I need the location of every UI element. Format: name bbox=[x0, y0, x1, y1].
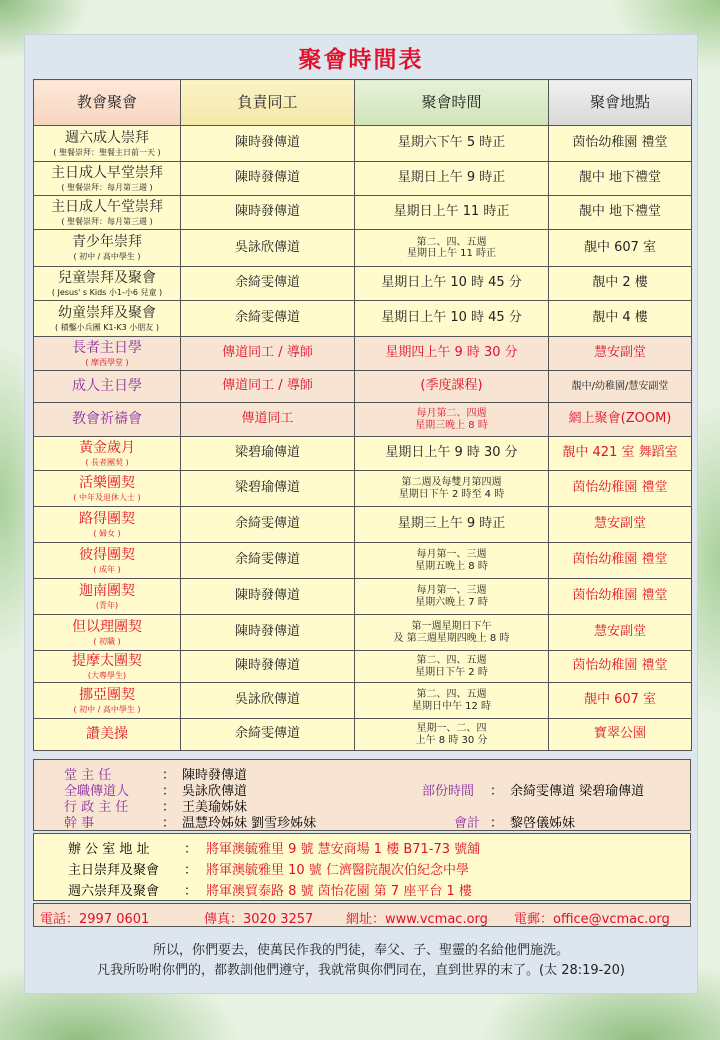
meeting-name: 讚美操 bbox=[86, 726, 128, 743]
meeting-name-cell bbox=[34, 267, 181, 301]
address-label: 週六崇拜及聚會 bbox=[68, 884, 160, 899]
place-cell bbox=[549, 230, 692, 267]
meeting-time: 第一週星期日下午 bbox=[411, 621, 492, 632]
accountant-label: 會計 bbox=[454, 816, 481, 831]
staff-cell bbox=[181, 437, 355, 471]
meeting-time: (季度課程) bbox=[420, 378, 483, 394]
meeting-place: 茵怡幼稚園 禮堂 bbox=[572, 588, 668, 604]
place-cell bbox=[549, 615, 692, 651]
meeting-name: 主日成人午堂崇拜 bbox=[51, 198, 163, 215]
meeting-name: 彼得團契 bbox=[79, 546, 135, 563]
meeting-subtitle: ( 中年及退休人士 ) bbox=[73, 492, 141, 502]
table-header-row bbox=[34, 80, 692, 126]
table-row bbox=[34, 230, 692, 267]
meeting-name: 青少年崇拜 bbox=[72, 234, 142, 251]
time-cell bbox=[355, 337, 549, 371]
deacon-label: 幹 事 bbox=[64, 816, 95, 831]
meeting-place: 茵怡幼稚園 禮堂 bbox=[572, 480, 668, 496]
staff-cell bbox=[181, 301, 355, 337]
time-cell bbox=[355, 719, 549, 751]
time-cell bbox=[355, 579, 549, 615]
meeting-time: 星期日上午 9 時正 bbox=[397, 170, 506, 186]
meeting-subtitle: ( 初中 / 高中學生 ) bbox=[73, 252, 141, 262]
meeting-name-cell bbox=[34, 615, 181, 651]
table-row bbox=[34, 337, 692, 371]
staff-cell bbox=[181, 196, 355, 230]
colon: ： bbox=[184, 842, 198, 857]
staff-cell bbox=[181, 683, 355, 719]
table-row bbox=[34, 615, 692, 651]
meeting-subtitle: ( 摩西學堂 ) bbox=[85, 357, 129, 367]
meeting-name: 長者主日學 bbox=[72, 339, 142, 356]
meeting-place: 靚中 607 室 bbox=[583, 692, 657, 708]
table-row bbox=[34, 683, 692, 719]
meeting-place: 慧安副堂 bbox=[593, 345, 646, 361]
address-box bbox=[33, 833, 691, 901]
meeting-time: 每月第一、三週 bbox=[416, 549, 487, 560]
schedule-panel bbox=[24, 34, 698, 994]
meeting-subtitle: ( 長者團契 ) bbox=[85, 457, 129, 467]
place-cell bbox=[549, 337, 692, 371]
admin-name: 王美瑜姊妹 bbox=[182, 800, 248, 815]
meeting-time: 第二、四、五週 bbox=[416, 236, 487, 248]
time-cell bbox=[355, 162, 549, 196]
meeting-name-cell bbox=[34, 437, 181, 471]
staff-cell bbox=[181, 615, 355, 651]
parttime-label: 部份時間 bbox=[422, 784, 475, 799]
meeting-name: 成人主日學 bbox=[72, 378, 142, 395]
staff-name: 陳時發傳道 bbox=[234, 204, 300, 220]
meeting-name-cell bbox=[34, 196, 181, 230]
staff-cell bbox=[181, 579, 355, 615]
meeting-place: 靚中 607 室 bbox=[583, 239, 657, 255]
time-cell bbox=[355, 651, 549, 683]
place-cell bbox=[549, 471, 692, 507]
meeting-subtitle: (大專學生) bbox=[87, 670, 127, 680]
table-row bbox=[34, 162, 692, 196]
staff-cell bbox=[181, 126, 355, 162]
time-cell bbox=[355, 683, 549, 719]
address-label: 主日崇拜及聚會 bbox=[68, 863, 160, 878]
time-cell bbox=[355, 301, 549, 337]
meeting-place: 茵怡幼稚園 禮堂 bbox=[572, 135, 668, 151]
address-value: 將軍澳毓雅里 9 號 慧安商場 1 樓 B71-73 號舖 bbox=[206, 842, 481, 857]
staff-name: 吳詠欣傳道 bbox=[234, 239, 300, 255]
table-row bbox=[34, 471, 692, 507]
meeting-place: 靚中 2 樓 bbox=[592, 275, 648, 291]
meeting-name-cell bbox=[34, 683, 181, 719]
meeting-name: 黃金歲月 bbox=[79, 439, 135, 456]
table-row bbox=[34, 579, 692, 615]
meeting-place: 慧安副堂 bbox=[593, 516, 646, 532]
meeting-time-line2: 星期五晚上 8 時 bbox=[415, 560, 488, 572]
meeting-name: 但以理團契 bbox=[72, 618, 142, 635]
place-cell bbox=[549, 403, 692, 437]
place-cell bbox=[549, 579, 692, 615]
table-row bbox=[34, 196, 692, 230]
place-cell bbox=[549, 301, 692, 337]
staff-name: 余綺雯傳道 bbox=[234, 726, 300, 742]
contact-fax: 傳真：3020 3257 bbox=[204, 912, 314, 927]
staff-cell bbox=[181, 651, 355, 683]
meeting-place: 寶翠公園 bbox=[593, 726, 646, 742]
staff-name: 吳詠欣傳道 bbox=[234, 692, 300, 708]
time-cell bbox=[355, 126, 549, 162]
table-row bbox=[34, 371, 692, 403]
meeting-time: 星期日上午 11 時正 bbox=[393, 204, 510, 220]
place-cell bbox=[549, 719, 692, 751]
meeting-time: 星期四上午 9 時 30 分 bbox=[385, 345, 518, 361]
table-row bbox=[34, 403, 692, 437]
meeting-name: 迦南團契 bbox=[79, 582, 135, 599]
meeting-time-line2: 及 第三週星期四晚上 8 時 bbox=[393, 632, 510, 644]
meeting-time: 第二、四、五週 bbox=[416, 689, 487, 700]
meeting-name: 教會祈禱會 bbox=[72, 411, 142, 428]
colon: ： bbox=[184, 863, 198, 878]
time-cell bbox=[355, 196, 549, 230]
time-cell bbox=[355, 437, 549, 471]
meeting-place: 慧安副堂 bbox=[593, 624, 646, 640]
contact-box bbox=[33, 903, 691, 927]
staff-name: 傳道同工 / 導師 bbox=[222, 345, 313, 361]
meeting-time: 每月第二、四週 bbox=[416, 408, 487, 419]
meeting-name-cell bbox=[34, 337, 181, 371]
staff-name: 梁碧瑜傳道 bbox=[234, 445, 300, 461]
header-time: 聚會時間 bbox=[355, 80, 549, 126]
time-cell bbox=[355, 507, 549, 543]
meeting-name: 活樂團契 bbox=[79, 474, 135, 491]
admin-label: 行 政 主 任 bbox=[64, 800, 129, 815]
fulltime-label: 全職傳道人 bbox=[64, 784, 130, 799]
table-row bbox=[34, 543, 692, 579]
staff-cell bbox=[181, 543, 355, 579]
staff-cell bbox=[181, 471, 355, 507]
meeting-subtitle: ( 積鑿小兵團 K1-K3 小朋友 ) bbox=[55, 322, 159, 332]
place-cell bbox=[549, 683, 692, 719]
time-cell bbox=[355, 267, 549, 301]
meeting-subtitle: ( 聖餐崇拜：每月第三週 ) bbox=[61, 182, 153, 192]
meeting-name-cell bbox=[34, 471, 181, 507]
meeting-subtitle: ( 聖餐崇拜：每月第三週 ) bbox=[61, 216, 153, 226]
meeting-time: 第二週及每雙月第四週 bbox=[401, 477, 502, 488]
staff-cell bbox=[181, 719, 355, 751]
meeting-time: 每月第一、三週 bbox=[416, 585, 487, 596]
meeting-time-line2: 上午 8 時 30 分 bbox=[415, 734, 488, 746]
meeting-name-cell bbox=[34, 371, 181, 403]
meeting-name: 週六成人崇拜 bbox=[65, 129, 149, 146]
staff-name: 陳時發傳道 bbox=[234, 658, 300, 674]
colon: ： bbox=[162, 816, 176, 831]
meeting-time-line2: 星期三晚上 8 時 bbox=[415, 419, 488, 431]
meeting-time: 星期一、二、四 bbox=[416, 723, 487, 734]
meeting-place: 靚中 地下禮堂 bbox=[578, 204, 662, 220]
staff-cell bbox=[181, 371, 355, 403]
meeting-name: 幼童崇拜及聚會 bbox=[58, 304, 156, 321]
place-cell bbox=[549, 196, 692, 230]
staff-name: 余綺雯傳道 bbox=[234, 552, 300, 568]
meeting-time: 星期六下午 5 時正 bbox=[397, 135, 506, 151]
contact-website[interactable]: 網址：www.vcmac.org bbox=[346, 912, 488, 927]
header-staff: 負責同工 bbox=[181, 80, 355, 126]
meeting-time: 星期日上午 10 時 45 分 bbox=[381, 310, 522, 326]
meeting-subtitle: ( 聖餐崇拜：聖餐主日前一天 ) bbox=[53, 147, 161, 157]
staff-name: 陳時發傳道 bbox=[234, 624, 300, 640]
table-row bbox=[34, 719, 692, 751]
meeting-subtitle: ( Jesus' s Kids 小1-小6 兒童 ) bbox=[51, 287, 163, 297]
meeting-time-line2: 星期日中午 12 時 bbox=[411, 700, 492, 712]
contact-email[interactable]: 電郵：office@vcmac.org bbox=[514, 912, 670, 927]
contact-phone: 電話：2997 0601 bbox=[40, 912, 150, 927]
meeting-place: 靚中 地下禮堂 bbox=[578, 170, 662, 186]
meeting-place: 茵怡幼稚園 禮堂 bbox=[572, 658, 668, 674]
meeting-time-line2: 星期日下午 2 時 bbox=[415, 666, 488, 678]
meeting-name: 路得團契 bbox=[79, 510, 135, 527]
meeting-name-cell bbox=[34, 162, 181, 196]
colon: ： bbox=[162, 800, 176, 815]
address-value: 將軍澳毓雅里 10 號 仁濟醫院靚次伯紀念中學 bbox=[206, 863, 469, 878]
fulltime-name: 吳詠欣傳道 bbox=[182, 784, 248, 799]
meeting-time-line2: 星期六晚上 7 時 bbox=[415, 596, 488, 608]
staff-info-box bbox=[33, 759, 691, 831]
place-cell bbox=[549, 371, 692, 403]
staff-name: 傳道同工 / 導師 bbox=[222, 378, 313, 394]
staff-name: 梁碧瑜傳道 bbox=[234, 480, 300, 496]
meeting-name: 主日成人早堂崇拜 bbox=[51, 164, 163, 181]
meeting-subtitle: ( 初中 / 高中學生 ) bbox=[73, 704, 141, 714]
time-cell bbox=[355, 371, 549, 403]
staff-name: 陳時發傳道 bbox=[234, 170, 300, 186]
place-cell bbox=[549, 437, 692, 471]
place-cell bbox=[549, 651, 692, 683]
time-cell bbox=[355, 403, 549, 437]
staff-name: 傳道同工 bbox=[241, 411, 294, 427]
staff-name: 余綺雯傳道 bbox=[234, 310, 300, 326]
meeting-time-line2: 星期日下午 2 時至 4 時 bbox=[398, 488, 505, 500]
accountant-name: 黎啓儀姊妹 bbox=[510, 816, 576, 831]
staff-name: 余綺雯傳道 bbox=[234, 516, 300, 532]
time-cell bbox=[355, 615, 549, 651]
page-title: 聚會時間表 bbox=[298, 47, 424, 73]
colon: ： bbox=[162, 768, 176, 783]
time-cell bbox=[355, 230, 549, 267]
place-cell bbox=[549, 267, 692, 301]
place-cell bbox=[549, 162, 692, 196]
meeting-name-cell bbox=[34, 543, 181, 579]
schedule-table bbox=[33, 79, 692, 751]
staff-cell bbox=[181, 162, 355, 196]
address-value: 將軍澳貿泰路 8 號 茵怡花園 第 7 座平台 1 樓 bbox=[206, 884, 472, 899]
time-cell bbox=[355, 471, 549, 507]
meeting-time-line2: 星期日上午 11 時正 bbox=[406, 248, 497, 259]
parttime-names: 余綺雯傳道 梁碧瑜傳道 bbox=[510, 784, 645, 799]
colon: ： bbox=[490, 816, 504, 831]
meeting-name-cell bbox=[34, 230, 181, 267]
meeting-name-cell bbox=[34, 651, 181, 683]
pastor-name: 陳時發傳道 bbox=[182, 768, 248, 783]
table-row bbox=[34, 437, 692, 471]
colon: ： bbox=[184, 884, 198, 899]
meeting-subtitle: (青年) bbox=[95, 600, 119, 610]
staff-cell bbox=[181, 337, 355, 371]
colon: ： bbox=[162, 784, 176, 799]
deacon-names: 温慧玲姊妹 劉雪珍姊妹 bbox=[182, 816, 317, 831]
meeting-name: 提摩太團契 bbox=[72, 652, 142, 669]
meeting-name-cell bbox=[34, 126, 181, 162]
meeting-subtitle: ( 初職 ) bbox=[93, 636, 121, 646]
meeting-time: 第二、四、五週 bbox=[416, 655, 487, 666]
meeting-place: 靚中 421 室 舞蹈室 bbox=[562, 445, 678, 461]
staff-cell bbox=[181, 507, 355, 543]
staff-cell bbox=[181, 267, 355, 301]
meeting-name-cell bbox=[34, 403, 181, 437]
meeting-name: 兒童崇拜及聚會 bbox=[58, 269, 156, 286]
meeting-time: 星期日上午 10 時 45 分 bbox=[381, 275, 522, 291]
staff-name: 陳時發傳道 bbox=[234, 588, 300, 604]
meeting-name-cell bbox=[34, 719, 181, 751]
staff-name: 余綺雯傳道 bbox=[234, 275, 300, 291]
table-row bbox=[34, 267, 692, 301]
place-cell bbox=[549, 543, 692, 579]
address-label: 辦 公 室 地 址 bbox=[68, 842, 150, 857]
table-row bbox=[34, 507, 692, 543]
table-row bbox=[34, 651, 692, 683]
meeting-place: 茵怡幼稚園 禮堂 bbox=[572, 552, 668, 568]
meeting-time: 星期三上午 9 時正 bbox=[397, 516, 506, 532]
bible-verse-line2: 凡我所吩咐你們的，都教訓他們遵守，我就常與你們同在，直到世界的末了。(太 28:19-20) bbox=[97, 963, 625, 978]
header-place: 聚會地點 bbox=[549, 80, 692, 126]
staff-cell bbox=[181, 230, 355, 267]
meeting-name-cell bbox=[34, 507, 181, 543]
meeting-place: 靚中/幼稚園/慧安副堂 bbox=[571, 381, 669, 393]
meeting-place: 網上聚會(ZOOM) bbox=[568, 411, 672, 427]
staff-name: 陳時發傳道 bbox=[234, 135, 300, 151]
bible-verse-line1: 所以，你們要去，使萬民作我的門徒，奉父、子、聖靈的名給他們施洗。 bbox=[152, 943, 569, 958]
meeting-place: 靚中 4 樓 bbox=[592, 310, 648, 326]
meeting-subtitle: ( 成年 ) bbox=[93, 564, 121, 574]
place-cell bbox=[549, 507, 692, 543]
colon: ： bbox=[490, 784, 504, 799]
meeting-time: 星期日上午 9 時 30 分 bbox=[385, 445, 518, 461]
table-row bbox=[34, 126, 692, 162]
pastor-label: 堂 主 任 bbox=[64, 768, 112, 783]
meeting-name: 挪亞團契 bbox=[79, 686, 135, 703]
header-meeting: 教會聚會 bbox=[34, 80, 181, 126]
staff-cell bbox=[181, 403, 355, 437]
table-row bbox=[34, 301, 692, 337]
meeting-subtitle: ( 婦女 ) bbox=[93, 528, 121, 538]
time-cell bbox=[355, 543, 549, 579]
meeting-name-cell bbox=[34, 579, 181, 615]
place-cell bbox=[549, 126, 692, 162]
meeting-name-cell bbox=[34, 301, 181, 337]
